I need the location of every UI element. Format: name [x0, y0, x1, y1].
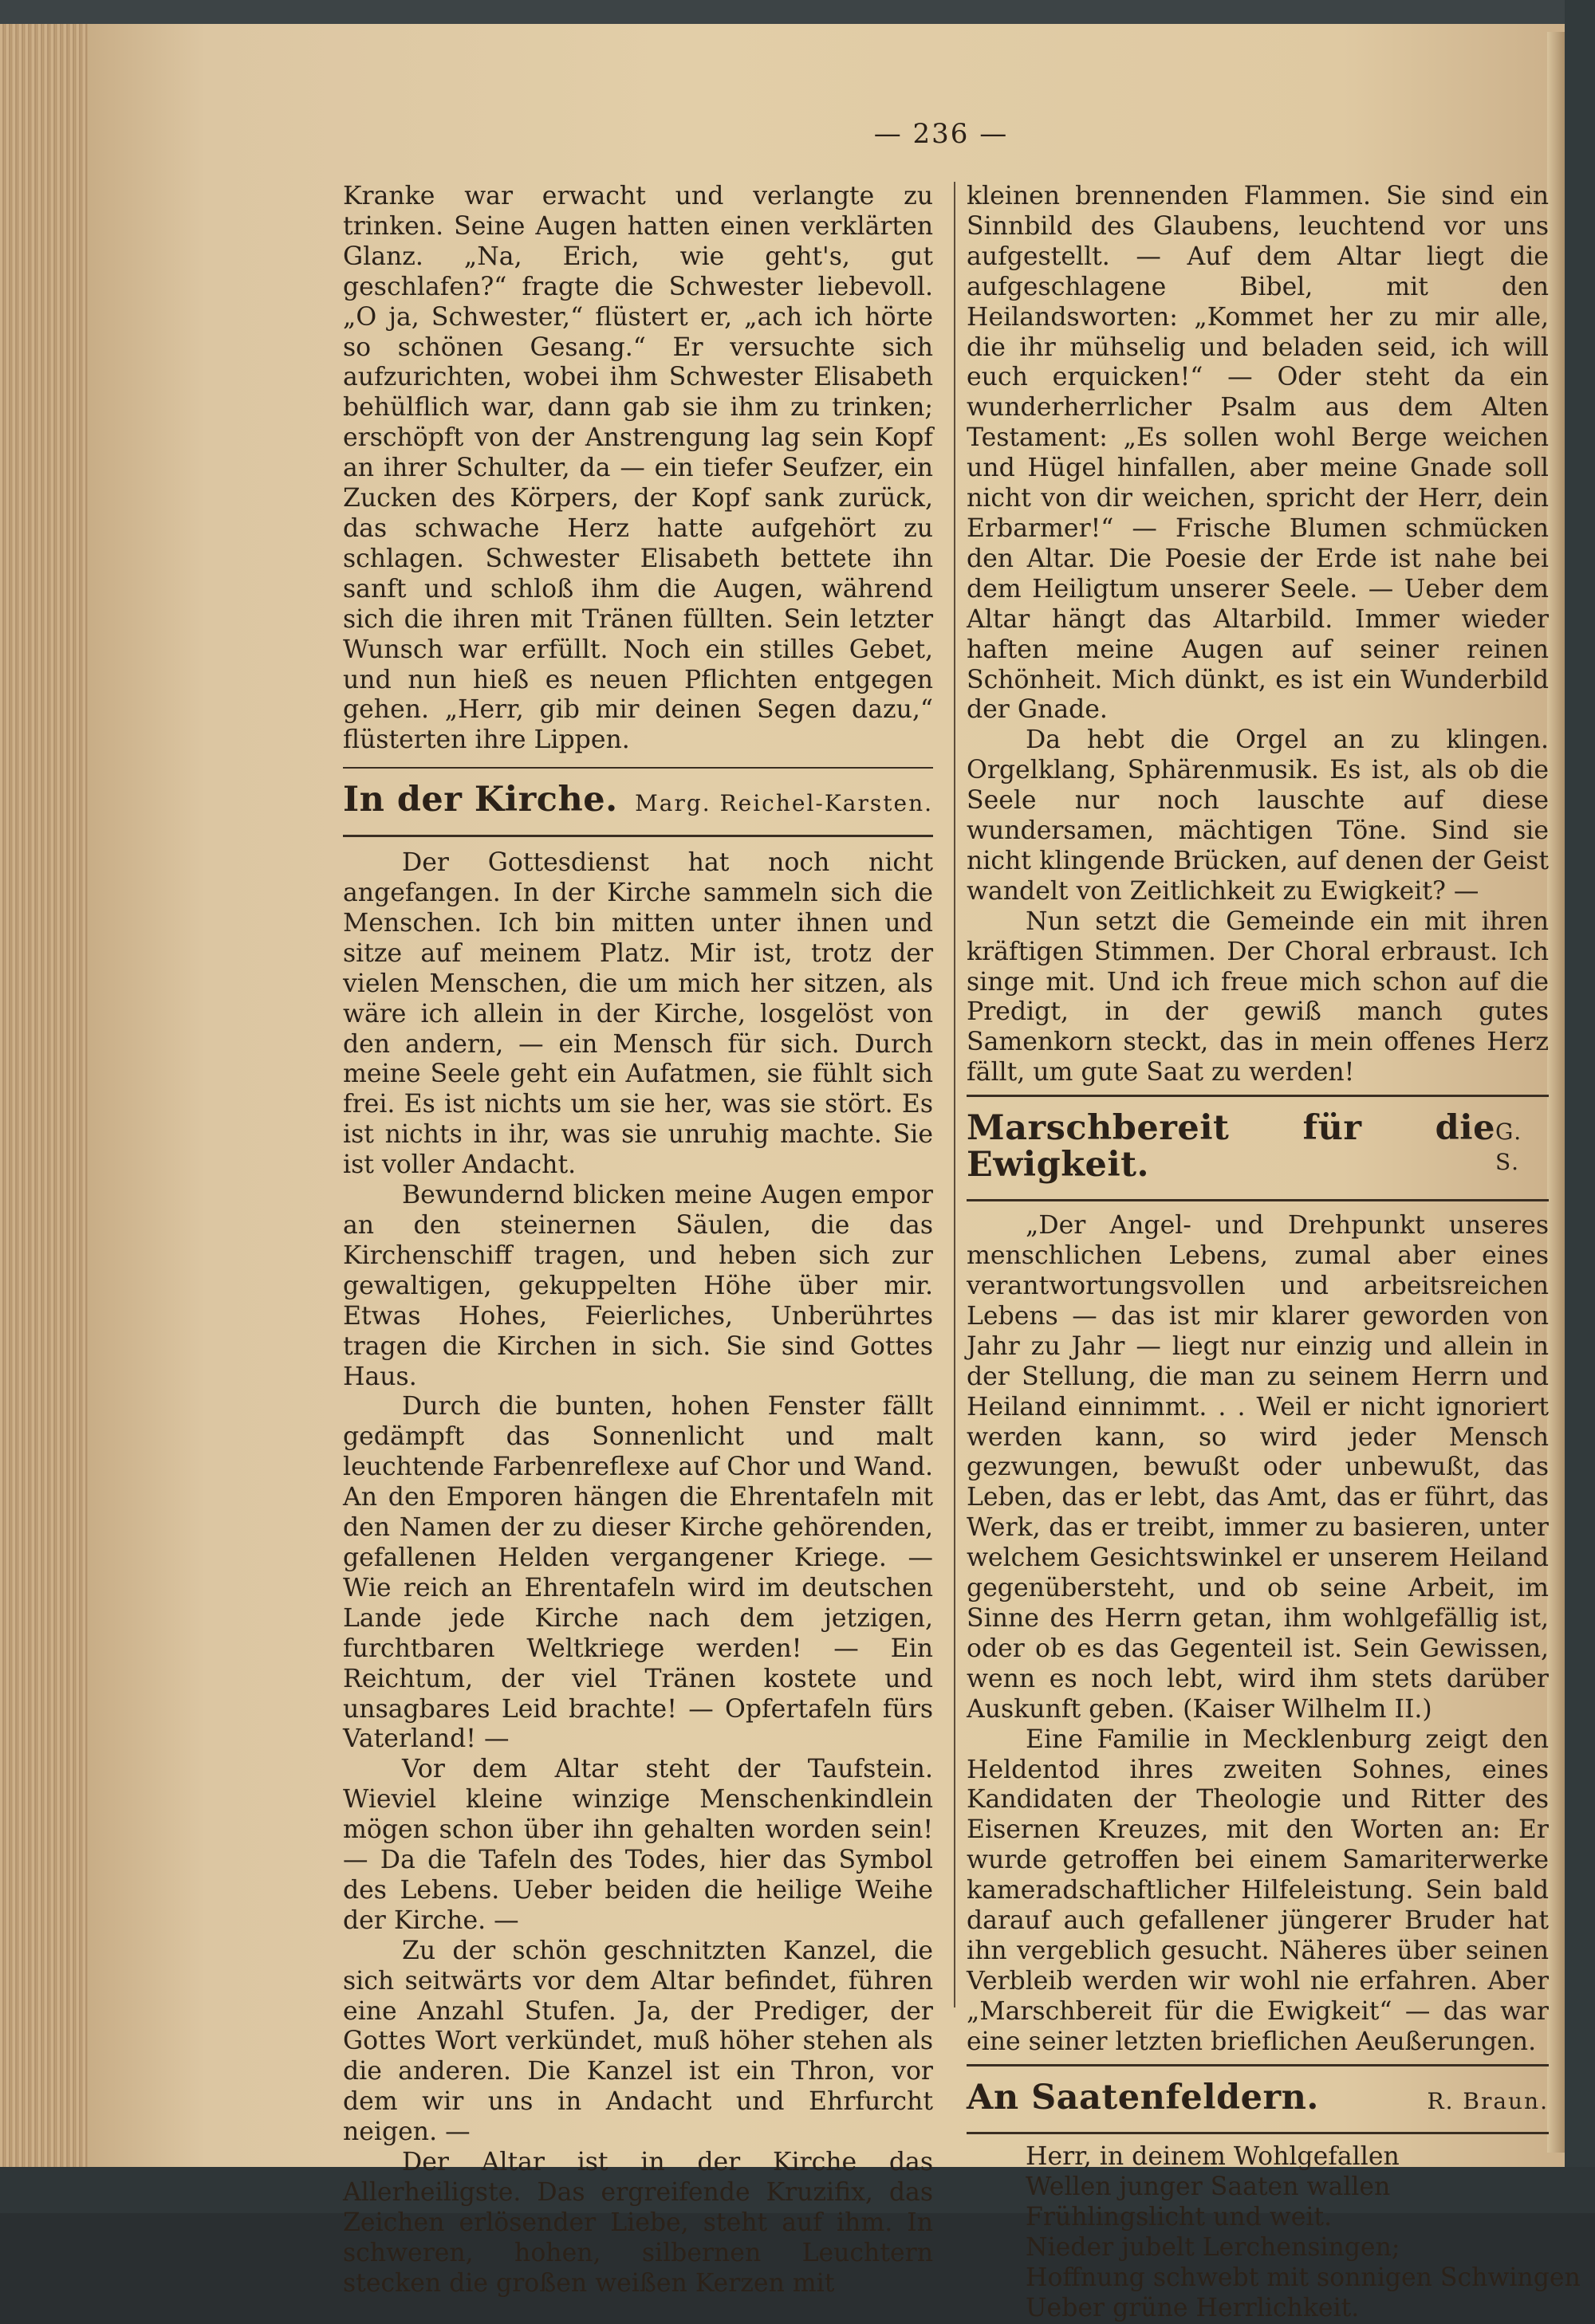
left-column — [343, 182, 933, 2299]
column-divider — [954, 182, 955, 2007]
page-number: — 236 — — [873, 118, 1009, 150]
article2-heading — [967, 1097, 1549, 1193]
poem-line: Hoffnung schwebt mit sonnigen Schwingen — [1026, 2263, 1581, 2293]
article-title: In der Kirche. — [343, 780, 618, 820]
article3-author: R. Braun. — [1427, 2087, 1549, 2114]
article3-heading — [967, 2066, 1549, 2126]
poem-line: Wellen junger Saaten wallen — [1026, 2173, 1391, 2202]
poem-line: Nieder jubelt Lerchensingen; — [1026, 2233, 1400, 2263]
book-gutter — [1547, 32, 1565, 2153]
article-heading — [343, 769, 933, 828]
article2-author: G. S. — [1495, 1119, 1523, 1176]
continuation-paragraph: kleinen brennenden Flammen. Sie sind ein Sinnbild des Glaubens, leuchtend vor uns aufgestellt. — Auf dem Altar liegt die aufgeschlagene Bibel, mit den Heilandsworten: „Kommet her zu mir alle, die ihr mühselig und beladen seid, ich will euch erquicken!“ — Oder steht da ein wunderherrlicher Psalm aus dem Alten Testament: „Es sollen wohl Berge weichen und Hügel hinfallen, aber meine Gnade soll nicht von dir weichen, spricht der Herr, dein Erbarmer!“ — Frische Blumen schmücken den Altar. Die Poesie der Erde ist nahe bei dem Heiligtum unserer Seele. — Ueber dem Altar hängt das Altarbild. Immer wieder haften meine Augen auf seiner reinen Schönheit. Mich dünkt, es ist ein Wunderbild der Gnade. — [967, 182, 1549, 725]
book-page-edges — [0, 24, 94, 2169]
scanner-board-right — [1565, 0, 1595, 2213]
article-author: Marg. Reichel-Karsten. — [635, 790, 933, 817]
article-paragraph: Der Altar ist in der Kirche das Allerheiligste. Das ergreifende Kruzifix, das Zeichen erlösender Liebe, steht auf ihm. In schweren, hohen, silbernen Leuchtern stecken die großen weißen Kerzen mit — [343, 2148, 933, 2298]
continuation-paragraph: Nun setzt die Gemeinde ein mit ihren kräftigen Stimmen. Der Choral erbraust. Ich singe mit. Und ich freue mich schon auf die Predigt, in der gewiß manch gutes Samenkorn steckt, das in mein offenes Herz fällt, um gute Saat zu werden! — [967, 906, 1549, 1087]
article-paragraph: Der Gottesdienst hat noch nicht angefangen. In der Kirche sammeln sich die Menschen. Ich bin mitten unter ihnen und sitze auf meinem Platz. Mir ist, trotz der vielen Menschen, die um mich her sitzen, als wäre ich allein in der Kirche, losgelöst von den andern, — ein Mensch für sich. Durch meine Seele geht ein Aufatmen, sie fühlt sich frei. Es ist nichts um sie her, was sie stört. Es ist nichts in ihr, was sie unruhig machte. Sie ist voller Andacht. — [343, 848, 933, 1180]
continuation-paragraph: Da hebt die Orgel an zu klingen. Orgelklang, Sphärenmusik. Es ist, als ob die Seele nur noch lauschte auf diese wundersamen, mächtigen Töne. Sind sie nicht klingende Brücken, auf denen der Geist wandelt von Zeitlichkeit zu Ewigkeit? — — [967, 726, 1549, 906]
poem-line: Frühlingslicht und weit. — [1026, 2203, 1333, 2232]
poem — [1026, 2142, 1581, 2323]
article2-paragraph: „Der Angel- und Drehpunkt unseres menschlichen Lebens, zumal aber eines verantwortungsvollen und arbeitsreichen Lebens — das ist mir klarer geworden von Jahr zu Jahr — liegt nur einzig und allein in der Stellung, die man zu seinem Herrn und Heiland einnimmt. . . Weil er nicht ignoriert werden kann, so wird jeder Mensch gezwungen, bewußt oder unbewußt, das Leben, das er lebt, das Amt, das er führt, das Werk, das er treibt, immer zu basieren, unter welchem Gesichtswinkel er unserem Heiland gegenübersteht, und ob seine Arbeit, im Sinne des Herrn getan, ihm wohlgefällig ist, oder ob es das Gegenteil ist. Sein Gewissen, wenn es noch lebt, wird ihm stets darüber Auskunft geben. (Kaiser Wilhelm II.) — [967, 1211, 1549, 1724]
article2-title: Marschbereit für die Ewigkeit. — [967, 1108, 1495, 1186]
article-paragraph: Vor dem Altar steht der Taufstein. Wieviel kleine winzige Menschenkindlein mögen schon über ihn gehalten worden sein! — Da die Tafeln des Todes, hier das Symbol des Lebens. Ueber beiden die heilige Weihe der Kirche. — — [343, 1755, 933, 1935]
right-column — [967, 182, 1581, 2324]
intro-paragraph: Kranke war erwacht und verlangte zu trinken. Seine Augen hatten einen verklärten Glanz. „Na, Erich, wie geht's, gut geschlafen?“ fragte die Schwester liebevoll. „O ja, Schwester,“ flüstert er, „ach ich hörte so schönen Gesang.“ Er versuchte sich aufzurichten, wobei ihm Schwester Elisabeth behülflich war, dann gab sie ihm zu trinken; erschöpft von der Anstrengung lag sein Kopf an ihrer Schulter, da — ein tiefer Seufzer, ein Zucken des Körpers, der Kopf sank zurück, das schwache Herz hatte aufgehört zu schlagen. Schwester Elisabeth bettete ihn sanft und schloß ihm die Augen, während sich die ihren mit Tränen füllten. Sein letzter Wunsch war erfüllt. Noch ein stilles Gebet, und nun hieß es neuen Pflichten entgegen gehen. „Herr, gib mir deinen Segen dazu,“ flüsterten ihre Lippen. — [343, 182, 933, 755]
poem-line: Herr, in deinem Wohlgefallen — [1026, 2142, 1400, 2172]
heading-rule — [967, 2132, 1549, 2134]
article3-title: An Saatenfeldern. — [967, 2077, 1319, 2118]
article-paragraph: Zu der schön geschnitzten Kanzel, die sich seitwärts vor dem Altar befindet, führen eine Anzahl Stufen. Ja, der Prediger, der Gottes Wort verkündet, muß höher stehen als die anderen. Die Kanzel ist ein Thron, vor dem wir uns in Andacht und Ehrfurcht neigen. — — [343, 1936, 933, 2147]
article-paragraph: Durch die bunten, hohen Fenster fällt gedämpft das Sonnenlicht und malt leuchtende Farbenreflexe auf Chor und Wand. An den Emporen hängen die Ehrentafeln mit den Namen der zu dieser Kirche gehörenden, gefallenen Helden vergangener Kriege. — Wie reich an Ehrentafeln wird im deutschen Lande jede Kirche nach dem jetzigen, furchtbaren Weltkriege werden! — Ein Reichtum, der viel Tränen kostete und unsagbares Leid brachte! — Opfertafeln fürs Vaterland! — — [343, 1392, 933, 1754]
article2-paragraph: Eine Familie in Mecklenburg zeigt den Heldentod ihres zweiten Sohnes, eines Kandidaten der Theologie und Ritter des Eisernen Kreuzes, mit den Worten an: Er wurde getroffen bei einem Samariterwerke kameradschaftlicher Hilfeleistung. Sein bald darauf auch gefallener jüngerer Bruder hat ihn vergeblich gesucht. Näheres über seinen Verbleib werden wir wohl nie erfahren. Aber „Marschbereit für die Ewigkeit“ — das war eine seiner letzten brieflichen Aeußerungen. — [967, 1724, 1549, 2056]
article-paragraph: Bewundernd blicken meine Augen empor an den steinernen Säulen, die das Kirchenschiff tragen, und heben sich zur gewaltigen, gekuppelten Höhe über mir. Etwas Hohes, Feierliches, Unberührtes tragen die Kirchen in sich. Sie sind Gottes Haus. — [343, 1181, 933, 1391]
poem-line: Ueber grüne Herrlichkeit. — [1026, 2294, 1360, 2322]
